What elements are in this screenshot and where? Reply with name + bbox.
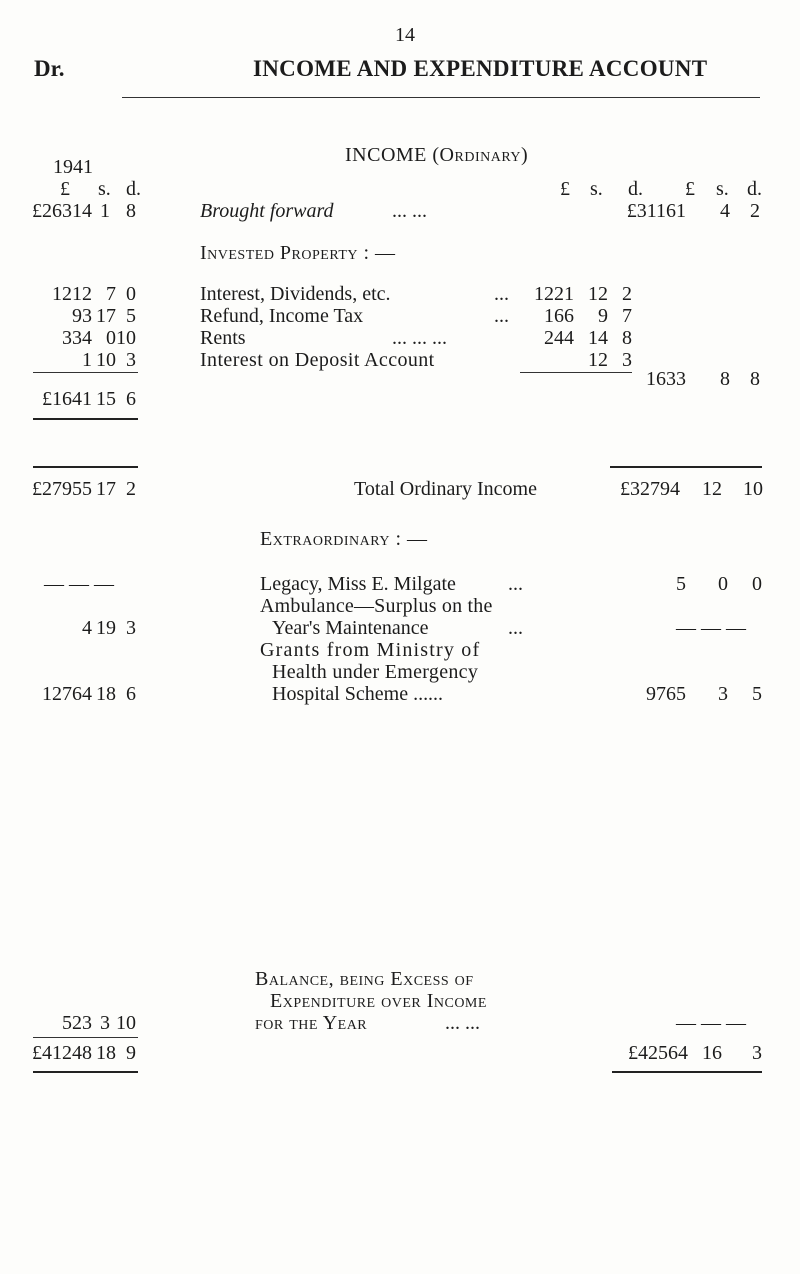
grand-total-current-pounds: £42564 — [628, 1042, 688, 1064]
ip-row4-mid-shillings: 12 — [588, 349, 608, 371]
ip-row3-prior-shillings: 0 — [106, 327, 116, 349]
legacy-label: Legacy, Miss E. Milgate — [260, 573, 456, 595]
grants-current-shillings: 3 — [718, 683, 728, 705]
right-shilling-header: s. — [716, 178, 729, 200]
page-number: 14 — [395, 24, 415, 46]
mid-pound-header: £ — [560, 178, 570, 200]
ambulance-current-dash: — — — — [676, 617, 746, 639]
balance-prior-pounds: 523 — [62, 1012, 92, 1034]
year-label: 1941 — [53, 156, 93, 178]
prior-subtotal-rule — [33, 372, 138, 373]
invested-property-heading: Invested Property : — — [200, 242, 396, 264]
right-pence-header: d. — [747, 178, 762, 200]
grand-total-prior-pounds: £41248 — [32, 1042, 92, 1064]
balance-line2: Expenditure over Income — [270, 990, 487, 1012]
prior-pound-header: £ — [60, 178, 70, 200]
ambulance-line1: Ambulance—Surplus on the — [260, 595, 493, 617]
header-rule — [122, 97, 760, 98]
ip-row2-prior-pence: 5 — [126, 305, 136, 327]
ip-row2-label: Refund, Income Tax — [200, 305, 364, 327]
ip-row1-mid-shillings: 12 — [588, 283, 608, 305]
ip-row1-prior-pence: 0 — [126, 283, 136, 305]
balance-dots: ... ... — [445, 1012, 480, 1034]
ip-row4-label: Interest on Deposit Account — [200, 349, 435, 371]
ip-row2-mid-pence: 7 — [622, 305, 632, 327]
ip-prior-total-shillings: 15 — [96, 388, 116, 410]
balance-current-dash: — — — — [676, 1012, 746, 1034]
prior-shilling-header: s. — [98, 178, 111, 200]
ip-row1-mid-pounds: 1221 — [534, 283, 574, 305]
ip-row2-mid-shillings: 9 — [598, 305, 608, 327]
bf-current-pounds: £31161 — [626, 200, 686, 222]
total-ordinary-current-pounds: £32794 — [620, 478, 680, 500]
bf-prior-shillings: 1 — [100, 200, 110, 222]
bf-dots: ... ... — [392, 200, 427, 222]
prior-total-rule — [33, 466, 138, 468]
debit-marker: Dr. — [34, 56, 65, 81]
grand-total-prior-shillings: 18 — [96, 1042, 116, 1064]
total-ordinary-prior-pounds: £27955 — [32, 478, 92, 500]
grants-line1: Grants from Ministry of — [260, 639, 481, 661]
balance-prior-pence: 10 — [116, 1012, 136, 1034]
ip-row4-mid-pence: 3 — [622, 349, 632, 371]
ip-row2-prior-shillings: 17 — [96, 305, 116, 327]
grants-current-pounds: 9765 — [646, 683, 686, 705]
mid-shilling-header: s. — [590, 178, 603, 200]
grants-line3: Hospital Scheme ... — [272, 683, 429, 705]
legacy-dots: ... — [508, 573, 523, 595]
ip-row3-mid-pence: 8 — [622, 327, 632, 349]
bf-label: Brought forward — [200, 200, 334, 222]
total-ordinary-label: Total Ordinary Income — [354, 478, 537, 500]
total-ordinary-current-shillings: 12 — [702, 478, 722, 500]
grand-total-current-double-rule — [612, 1071, 762, 1073]
grants-prior-pence: 6 — [126, 683, 136, 705]
balance-line3: for the Year — [255, 1012, 368, 1034]
ip-row2-mid-pounds: 166 — [544, 305, 574, 327]
legacy-current-pounds: 5 — [676, 573, 686, 595]
ip-current-total-pounds: 1633 — [646, 368, 686, 390]
ip-row2-prior-pounds: 93 — [72, 305, 92, 327]
ip-row3-label: Rents — [200, 327, 246, 349]
grand-total-prior-pence: 9 — [126, 1042, 136, 1064]
grants-line2: Health under Emergency — [272, 661, 479, 683]
ip-row2-dots: ... — [494, 305, 509, 327]
balance-prior-shillings: 3 — [100, 1012, 110, 1034]
ip-row1-prior-shillings: 7 — [106, 283, 116, 305]
ambulance-line2: Year's Maintenance — [272, 617, 429, 639]
grand-total-prior-double-rule — [33, 1071, 138, 1073]
grand-total-current-pence: 3 — [752, 1042, 762, 1064]
ip-row3-mid-shillings: 14 — [588, 327, 608, 349]
ambulance-prior-pence: 3 — [126, 617, 136, 639]
ip-row4-prior-pence: 3 — [126, 349, 136, 371]
grants-prior-shillings: 18 — [96, 683, 116, 705]
ip-row1-prior-pounds: 1212 — [52, 283, 92, 305]
ip-current-total-pence: 8 — [750, 368, 760, 390]
right-pound-header: £ — [685, 178, 695, 200]
bf-current-pence: 2 — [750, 200, 760, 222]
ip-row3-prior-pounds: 334 — [62, 327, 92, 349]
grants-current-pence: 5 — [752, 683, 762, 705]
bf-prior-pounds: £26314 — [32, 200, 92, 222]
ip-prior-total-pence: 6 — [126, 388, 136, 410]
extraordinary-heading: Extraordinary : — — [260, 528, 428, 550]
ambulance-dots: ... — [508, 617, 523, 639]
ambulance-prior-shillings: 19 — [96, 617, 116, 639]
ip-row4-prior-shillings: 10 — [96, 349, 116, 371]
prior-pence-header: d. — [126, 178, 141, 200]
bf-prior-pence: 8 — [126, 200, 136, 222]
ip-row1-dots: ... — [494, 283, 509, 305]
total-ordinary-current-pence: 10 — [743, 478, 763, 500]
current-total-rule — [610, 466, 762, 468]
ambulance-prior-pounds: 4 — [82, 617, 92, 639]
ip-current-total-shillings: 8 — [720, 368, 730, 390]
ip-row1-mid-pence: 2 — [622, 283, 632, 305]
bf-current-shillings: 4 — [720, 200, 730, 222]
ip-row4-prior-pounds: 1 — [82, 349, 92, 371]
grants-dots: ... — [428, 683, 443, 705]
total-ordinary-prior-pence: 2 — [126, 478, 136, 500]
mid-pence-header: d. — [628, 178, 643, 200]
grants-prior-pounds: 12764 — [42, 683, 92, 705]
balance-line1: Balance, being Excess of — [255, 968, 474, 990]
total-ordinary-prior-shillings: 17 — [96, 478, 116, 500]
prior-subtotal-double-rule — [33, 418, 138, 420]
legacy-current-shillings: 0 — [718, 573, 728, 595]
grand-total-current-shillings: 16 — [702, 1042, 722, 1064]
grand-total-prior-rule — [33, 1037, 138, 1038]
ip-row3-prior-pence: 10 — [116, 327, 136, 349]
ip-row1-label: Interest, Dividends, etc. — [200, 283, 391, 305]
legacy-current-pence: 0 — [752, 573, 762, 595]
ip-prior-total-pounds: £1641 — [42, 388, 92, 410]
account-title: INCOME AND EXPENDITURE ACCOUNT — [253, 56, 708, 81]
ip-row3-dots: ... ... ... — [392, 327, 447, 349]
ip-row3-mid-pounds: 244 — [544, 327, 574, 349]
legacy-prior-dash: — — — — [44, 573, 114, 595]
section-title: INCOME (Ordinary) — [345, 144, 529, 166]
